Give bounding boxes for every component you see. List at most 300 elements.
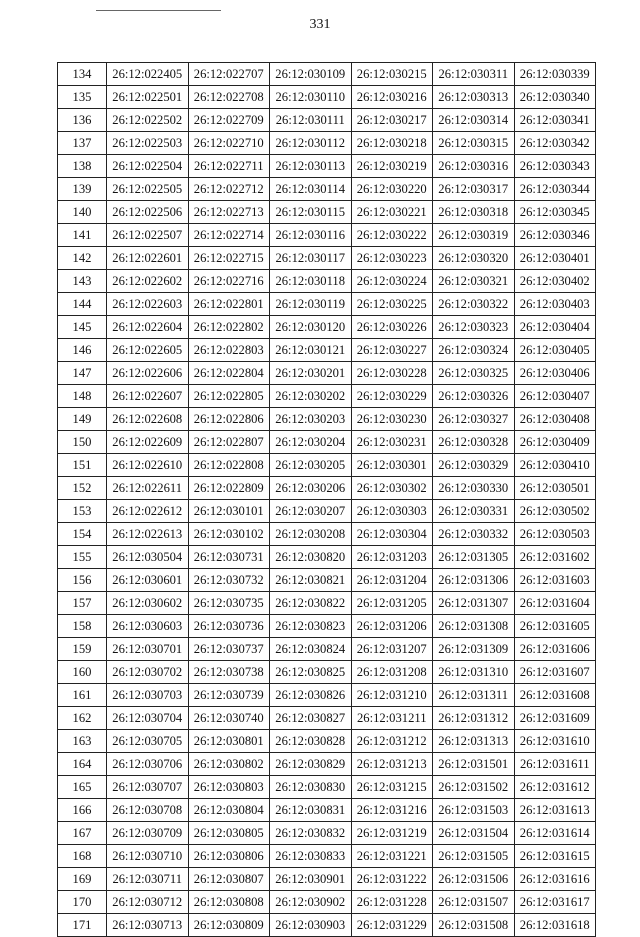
cadastral-code-cell: 26:12:030807 xyxy=(188,868,270,891)
cadastral-code-cell: 26:12:030738 xyxy=(188,661,270,684)
cadastral-code-cell: 26:12:030707 xyxy=(107,776,189,799)
table-row xyxy=(58,707,596,730)
cadastral-code-cell: 26:12:022609 xyxy=(107,431,189,454)
table-row xyxy=(58,891,596,914)
cadastral-code-cell: 26:12:022612 xyxy=(107,500,189,523)
table-row xyxy=(58,914,596,937)
cadastral-code-cell: 26:12:022808 xyxy=(188,454,270,477)
cadastral-code-cell: 26:12:030221 xyxy=(351,201,433,224)
table-row xyxy=(58,293,596,316)
cadastral-code-cell: 26:12:022714 xyxy=(188,224,270,247)
cadastral-code-cell: 26:12:030227 xyxy=(351,339,433,362)
cadastral-code-cell: 26:12:030323 xyxy=(433,316,515,339)
cadastral-code-cell: 26:12:031307 xyxy=(433,592,515,615)
cadastral-code-cell: 26:12:022803 xyxy=(188,339,270,362)
table-row xyxy=(58,730,596,753)
cadastral-code-cell: 26:12:022504 xyxy=(107,155,189,178)
cadastral-code-cell: 26:12:031222 xyxy=(351,868,433,891)
cadastral-code-cell: 26:12:031210 xyxy=(351,684,433,707)
row-number-cell: 140 xyxy=(58,201,107,224)
row-number-cell: 165 xyxy=(58,776,107,799)
cadastral-code-cell: 26:12:030732 xyxy=(188,569,270,592)
cadastral-code-cell: 26:12:022807 xyxy=(188,431,270,454)
cadastral-code-cell: 26:12:030804 xyxy=(188,799,270,822)
cadastral-code-cell: 26:12:031611 xyxy=(514,753,596,776)
cadastral-code-cell: 26:12:030407 xyxy=(514,385,596,408)
cadastral-code-cell: 26:12:030230 xyxy=(351,408,433,431)
cadastral-code-cell: 26:12:030341 xyxy=(514,109,596,132)
cadastral-code-cell: 26:12:030316 xyxy=(433,155,515,178)
cadastral-code-cell: 26:12:031206 xyxy=(351,615,433,638)
cadastral-code-cell: 26:12:031503 xyxy=(433,799,515,822)
cadastral-code-cell: 26:12:030339 xyxy=(514,63,596,86)
table-row xyxy=(58,339,596,362)
cadastral-code-cell: 26:12:030332 xyxy=(433,523,515,546)
cadastral-code-cell: 26:12:030304 xyxy=(351,523,433,546)
cadastral-code-cell: 26:12:030324 xyxy=(433,339,515,362)
cadastral-code-cell: 26:12:031508 xyxy=(433,914,515,937)
cadastral-code-cell: 26:12:030317 xyxy=(433,178,515,201)
cadastral-code-cell: 26:12:030342 xyxy=(514,132,596,155)
cadastral-code-cell: 26:12:030330 xyxy=(433,477,515,500)
row-number-cell: 144 xyxy=(58,293,107,316)
cadastral-code-cell: 26:12:030223 xyxy=(351,247,433,270)
cadastral-code-cell: 26:12:030735 xyxy=(188,592,270,615)
cadastral-code-cell: 26:12:030217 xyxy=(351,109,433,132)
cadastral-code-cell: 26:12:031310 xyxy=(433,661,515,684)
row-number-cell: 164 xyxy=(58,753,107,776)
table-row xyxy=(58,776,596,799)
table-row xyxy=(58,63,596,86)
cadastral-code-cell: 26:12:031203 xyxy=(351,546,433,569)
cadastral-code-cell: 26:12:031610 xyxy=(514,730,596,753)
cadastral-code-cell: 26:12:030820 xyxy=(270,546,352,569)
cadastral-code-cell: 26:12:030902 xyxy=(270,891,352,914)
cadastral-code-cell: 26:12:030401 xyxy=(514,247,596,270)
cadastral-code-cell: 26:12:030404 xyxy=(514,316,596,339)
cadastral-code-cell: 26:12:031612 xyxy=(514,776,596,799)
row-number-cell: 136 xyxy=(58,109,107,132)
cadastral-code-cell: 26:12:031615 xyxy=(514,845,596,868)
table-row xyxy=(58,385,596,408)
table-row xyxy=(58,661,596,684)
cadastral-code-cell: 26:12:030201 xyxy=(270,362,352,385)
cadastral-code-cell: 26:12:030207 xyxy=(270,500,352,523)
cadastral-code-cell: 26:12:022713 xyxy=(188,201,270,224)
cadastral-code-cell: 26:12:030329 xyxy=(433,454,515,477)
cadastral-code-cell: 26:12:030331 xyxy=(433,500,515,523)
cadastral-code-cell: 26:12:030346 xyxy=(514,224,596,247)
cadastral-code-cell: 26:12:030327 xyxy=(433,408,515,431)
page-number: 331 xyxy=(309,17,331,32)
row-number-cell: 155 xyxy=(58,546,107,569)
cadastral-code-cell: 26:12:031501 xyxy=(433,753,515,776)
cadastral-code-cell: 26:12:030830 xyxy=(270,776,352,799)
table-row xyxy=(58,822,596,845)
cadastral-code-cell: 26:12:030204 xyxy=(270,431,352,454)
cadastral-code-cell: 26:12:030303 xyxy=(351,500,433,523)
table-row xyxy=(58,362,596,385)
cadastral-code-cell: 26:12:022605 xyxy=(107,339,189,362)
cadastral-code-cell: 26:12:031212 xyxy=(351,730,433,753)
table-body xyxy=(58,63,596,937)
header-rule xyxy=(96,10,221,11)
cadastral-code-cell: 26:12:031606 xyxy=(514,638,596,661)
cadastral-code-cell: 26:12:031215 xyxy=(351,776,433,799)
cadastral-code-cell: 26:12:031229 xyxy=(351,914,433,937)
row-number-cell: 160 xyxy=(58,661,107,684)
cadastral-code-cell: 26:12:022708 xyxy=(188,86,270,109)
cadastral-code-cell: 26:12:030117 xyxy=(270,247,352,270)
cadastral-code-cell: 26:12:022405 xyxy=(107,63,189,86)
cadastral-code-cell: 26:12:030736 xyxy=(188,615,270,638)
cadastral-code-cell: 26:12:031605 xyxy=(514,615,596,638)
row-number-cell: 170 xyxy=(58,891,107,914)
cadastral-code-cell: 26:12:030205 xyxy=(270,454,352,477)
cadastral-code-cell: 26:12:031613 xyxy=(514,799,596,822)
cadastral-code-cell: 26:12:031306 xyxy=(433,569,515,592)
cadastral-code-cell: 26:12:030833 xyxy=(270,845,352,868)
table-row xyxy=(58,132,596,155)
cadastral-code-cell: 26:12:030737 xyxy=(188,638,270,661)
cadastral-code-cell: 26:12:022709 xyxy=(188,109,270,132)
row-number-cell: 154 xyxy=(58,523,107,546)
row-number-cell: 159 xyxy=(58,638,107,661)
cadastral-code-cell: 26:12:030827 xyxy=(270,707,352,730)
row-number-cell: 141 xyxy=(58,224,107,247)
cadastral-code-cell: 26:12:030740 xyxy=(188,707,270,730)
cadastral-code-cell: 26:12:031504 xyxy=(433,822,515,845)
cadastral-code-cell: 26:12:030120 xyxy=(270,316,352,339)
cadastral-table xyxy=(57,62,596,937)
cadastral-code-cell: 26:12:022606 xyxy=(107,362,189,385)
cadastral-code-cell: 26:12:030823 xyxy=(270,615,352,638)
cadastral-code-cell: 26:12:030229 xyxy=(351,385,433,408)
cadastral-code-cell: 26:12:030705 xyxy=(107,730,189,753)
row-number-cell: 156 xyxy=(58,569,107,592)
cadastral-code-cell: 26:12:030101 xyxy=(188,500,270,523)
cadastral-code-cell: 26:12:030831 xyxy=(270,799,352,822)
row-number-cell: 162 xyxy=(58,707,107,730)
cadastral-code-cell: 26:12:030828 xyxy=(270,730,352,753)
cadastral-code-cell: 26:12:030112 xyxy=(270,132,352,155)
cadastral-code-cell: 26:12:030318 xyxy=(433,201,515,224)
table-row xyxy=(58,155,596,178)
table-row xyxy=(58,569,596,592)
cadastral-code-cell: 26:12:022506 xyxy=(107,201,189,224)
cadastral-code-cell: 26:12:030208 xyxy=(270,523,352,546)
cadastral-code-cell: 26:12:030501 xyxy=(514,477,596,500)
cadastral-code-cell: 26:12:022603 xyxy=(107,293,189,316)
cadastral-code-cell: 26:12:022711 xyxy=(188,155,270,178)
cadastral-code-cell: 26:12:031502 xyxy=(433,776,515,799)
cadastral-code-cell: 26:12:030319 xyxy=(433,224,515,247)
cadastral-code-cell: 26:12:030328 xyxy=(433,431,515,454)
cadastral-code-cell: 26:12:030325 xyxy=(433,362,515,385)
cadastral-code-cell: 26:12:030403 xyxy=(514,293,596,316)
row-number-cell: 142 xyxy=(58,247,107,270)
table-row xyxy=(58,86,596,109)
table-row xyxy=(58,454,596,477)
cadastral-code-cell: 26:12:030603 xyxy=(107,615,189,638)
cadastral-code-cell: 26:12:030119 xyxy=(270,293,352,316)
cadastral-code-cell: 26:12:022716 xyxy=(188,270,270,293)
table-row xyxy=(58,224,596,247)
cadastral-code-cell: 26:12:031211 xyxy=(351,707,433,730)
table-row xyxy=(58,500,596,523)
cadastral-code-cell: 26:12:030116 xyxy=(270,224,352,247)
cadastral-code-cell: 26:12:031311 xyxy=(433,684,515,707)
cadastral-code-cell: 26:12:022806 xyxy=(188,408,270,431)
row-number-cell: 143 xyxy=(58,270,107,293)
cadastral-code-cell: 26:12:030408 xyxy=(514,408,596,431)
cadastral-code-cell: 26:12:030832 xyxy=(270,822,352,845)
row-number-cell: 171 xyxy=(58,914,107,937)
cadastral-code-cell: 26:12:030326 xyxy=(433,385,515,408)
row-number-cell: 139 xyxy=(58,178,107,201)
row-number-cell: 152 xyxy=(58,477,107,500)
cadastral-code-cell: 26:12:030739 xyxy=(188,684,270,707)
cadastral-code-cell: 26:12:030314 xyxy=(433,109,515,132)
cadastral-code-cell: 26:12:030113 xyxy=(270,155,352,178)
cadastral-code-cell: 26:12:031213 xyxy=(351,753,433,776)
cadastral-code-cell: 26:12:030102 xyxy=(188,523,270,546)
cadastral-code-cell: 26:12:030801 xyxy=(188,730,270,753)
cadastral-code-cell: 26:12:031207 xyxy=(351,638,433,661)
row-number-cell: 147 xyxy=(58,362,107,385)
cadastral-code-cell: 26:12:031506 xyxy=(433,868,515,891)
cadastral-code-cell: 26:12:030602 xyxy=(107,592,189,615)
table-row xyxy=(58,178,596,201)
cadastral-code-cell: 26:12:030118 xyxy=(270,270,352,293)
cadastral-code-cell: 26:12:031219 xyxy=(351,822,433,845)
cadastral-code-cell: 26:12:030322 xyxy=(433,293,515,316)
cadastral-code-cell: 26:12:030343 xyxy=(514,155,596,178)
cadastral-code-cell: 26:12:031618 xyxy=(514,914,596,937)
cadastral-code-cell: 26:12:022712 xyxy=(188,178,270,201)
row-number-cell: 168 xyxy=(58,845,107,868)
cadastral-code-cell: 26:12:030231 xyxy=(351,431,433,454)
cadastral-code-cell: 26:12:030313 xyxy=(433,86,515,109)
table-row xyxy=(58,615,596,638)
cadastral-code-cell: 26:12:030701 xyxy=(107,638,189,661)
cadastral-code-cell: 26:12:030344 xyxy=(514,178,596,201)
cadastral-code-cell: 26:12:030702 xyxy=(107,661,189,684)
cadastral-code-cell: 26:12:030711 xyxy=(107,868,189,891)
cadastral-code-cell: 26:12:031312 xyxy=(433,707,515,730)
cadastral-code-cell: 26:12:030226 xyxy=(351,316,433,339)
row-number-cell: 145 xyxy=(58,316,107,339)
cadastral-code-cell: 26:12:030215 xyxy=(351,63,433,86)
cadastral-code-cell: 26:12:030228 xyxy=(351,362,433,385)
table-row xyxy=(58,247,596,270)
cadastral-code-cell: 26:12:030710 xyxy=(107,845,189,868)
table-row xyxy=(58,109,596,132)
cadastral-code-cell: 26:12:031228 xyxy=(351,891,433,914)
row-number-cell: 153 xyxy=(58,500,107,523)
cadastral-code-cell: 26:12:030821 xyxy=(270,569,352,592)
cadastral-code-cell: 26:12:030222 xyxy=(351,224,433,247)
cadastral-code-cell: 26:12:030706 xyxy=(107,753,189,776)
row-number-cell: 167 xyxy=(58,822,107,845)
cadastral-code-cell: 26:12:022610 xyxy=(107,454,189,477)
cadastral-code-cell: 26:12:022608 xyxy=(107,408,189,431)
row-number-cell: 151 xyxy=(58,454,107,477)
cadastral-code-cell: 26:12:030402 xyxy=(514,270,596,293)
cadastral-code-cell: 26:12:030901 xyxy=(270,868,352,891)
table-row xyxy=(58,845,596,868)
table-row xyxy=(58,316,596,339)
cadastral-code-cell: 26:12:030218 xyxy=(351,132,433,155)
table-row xyxy=(58,546,596,569)
cadastral-code-cell: 26:12:030406 xyxy=(514,362,596,385)
cadastral-code-cell: 26:12:022507 xyxy=(107,224,189,247)
cadastral-code-cell: 26:12:022501 xyxy=(107,86,189,109)
cadastral-code-cell: 26:12:022604 xyxy=(107,316,189,339)
cadastral-code-cell: 26:12:030320 xyxy=(433,247,515,270)
cadastral-code-cell: 26:12:031216 xyxy=(351,799,433,822)
table-row xyxy=(58,753,596,776)
table-row xyxy=(58,799,596,822)
cadastral-code-cell: 26:12:030601 xyxy=(107,569,189,592)
cadastral-code-cell: 26:12:030803 xyxy=(188,776,270,799)
cadastral-code-cell: 26:12:030709 xyxy=(107,822,189,845)
cadastral-code-cell: 26:12:022805 xyxy=(188,385,270,408)
cadastral-code-cell: 26:12:030808 xyxy=(188,891,270,914)
cadastral-code-cell: 26:12:022601 xyxy=(107,247,189,270)
cadastral-code-cell: 26:12:022801 xyxy=(188,293,270,316)
cadastral-code-cell: 26:12:022710 xyxy=(188,132,270,155)
cadastral-code-cell: 26:12:030829 xyxy=(270,753,352,776)
cadastral-code-cell: 26:12:030826 xyxy=(270,684,352,707)
cadastral-code-cell: 26:12:031313 xyxy=(433,730,515,753)
cadastral-code-cell: 26:12:022602 xyxy=(107,270,189,293)
cadastral-code-cell: 26:12:030206 xyxy=(270,477,352,500)
cadastral-code-cell: 26:12:031608 xyxy=(514,684,596,707)
table-row xyxy=(58,684,596,707)
cadastral-code-cell: 26:12:030301 xyxy=(351,454,433,477)
cadastral-code-cell: 26:12:030504 xyxy=(107,546,189,569)
cadastral-code-cell: 26:12:030713 xyxy=(107,914,189,937)
cadastral-code-cell: 26:12:030806 xyxy=(188,845,270,868)
row-number-cell: 166 xyxy=(58,799,107,822)
cadastral-code-cell: 26:12:030340 xyxy=(514,86,596,109)
cadastral-code-cell: 26:12:030115 xyxy=(270,201,352,224)
cadastral-code-cell: 26:12:030110 xyxy=(270,86,352,109)
table-row xyxy=(58,270,596,293)
cadastral-code-cell: 26:12:031205 xyxy=(351,592,433,615)
cadastral-code-cell: 26:12:031604 xyxy=(514,592,596,615)
row-number-cell: 138 xyxy=(58,155,107,178)
cadastral-code-cell: 26:12:030315 xyxy=(433,132,515,155)
cadastral-code-cell: 26:12:022611 xyxy=(107,477,189,500)
cadastral-code-cell: 26:12:030903 xyxy=(270,914,352,937)
cadastral-code-cell: 26:12:030731 xyxy=(188,546,270,569)
cadastral-code-cell: 26:12:031603 xyxy=(514,569,596,592)
row-number-cell: 137 xyxy=(58,132,107,155)
cadastral-code-cell: 26:12:030409 xyxy=(514,431,596,454)
row-number-cell: 146 xyxy=(58,339,107,362)
cadastral-code-cell: 26:12:030114 xyxy=(270,178,352,201)
cadastral-code-cell: 26:12:031204 xyxy=(351,569,433,592)
cadastral-code-cell: 26:12:031614 xyxy=(514,822,596,845)
cadastral-code-cell: 26:12:030225 xyxy=(351,293,433,316)
cadastral-code-cell: 26:12:031616 xyxy=(514,868,596,891)
cadastral-code-cell: 26:12:022802 xyxy=(188,316,270,339)
cadastral-code-cell: 26:12:031617 xyxy=(514,891,596,914)
cadastral-code-cell: 26:12:031507 xyxy=(433,891,515,914)
row-number-cell: 161 xyxy=(58,684,107,707)
cadastral-code-cell: 26:12:031305 xyxy=(433,546,515,569)
cadastral-code-cell: 26:12:030805 xyxy=(188,822,270,845)
cadastral-code-cell: 26:12:031607 xyxy=(514,661,596,684)
cadastral-code-cell: 26:12:030825 xyxy=(270,661,352,684)
cadastral-code-cell: 26:12:030302 xyxy=(351,477,433,500)
cadastral-code-cell: 26:12:030802 xyxy=(188,753,270,776)
table-row xyxy=(58,592,596,615)
cadastral-code-cell: 26:12:030202 xyxy=(270,385,352,408)
row-number-cell: 149 xyxy=(58,408,107,431)
cadastral-code-cell: 26:12:031208 xyxy=(351,661,433,684)
row-number-cell: 148 xyxy=(58,385,107,408)
row-number-cell: 163 xyxy=(58,730,107,753)
cadastral-code-cell: 26:12:031505 xyxy=(433,845,515,868)
row-number-cell: 134 xyxy=(58,63,107,86)
cadastral-code-cell: 26:12:022804 xyxy=(188,362,270,385)
cadastral-code-cell: 26:12:030109 xyxy=(270,63,352,86)
cadastral-code-cell: 26:12:031221 xyxy=(351,845,433,868)
cadastral-code-cell: 26:12:030203 xyxy=(270,408,352,431)
cadastral-code-cell: 26:12:030410 xyxy=(514,454,596,477)
cadastral-code-cell: 26:12:030704 xyxy=(107,707,189,730)
cadastral-code-cell: 26:12:030111 xyxy=(270,109,352,132)
table-row xyxy=(58,201,596,224)
cadastral-code-cell: 26:12:022707 xyxy=(188,63,270,86)
row-number-cell: 150 xyxy=(58,431,107,454)
table-row xyxy=(58,408,596,431)
cadastral-code-cell: 26:12:031308 xyxy=(433,615,515,638)
cadastral-code-cell: 26:12:030712 xyxy=(107,891,189,914)
cadastral-code-cell: 26:12:030405 xyxy=(514,339,596,362)
table-row xyxy=(58,638,596,661)
cadastral-code-cell: 26:12:022502 xyxy=(107,109,189,132)
table-row xyxy=(58,523,596,546)
row-number-cell: 158 xyxy=(58,615,107,638)
cadastral-code-cell: 26:12:030703 xyxy=(107,684,189,707)
cadastral-code-cell: 26:12:031602 xyxy=(514,546,596,569)
cadastral-code-cell: 26:12:030824 xyxy=(270,638,352,661)
cadastral-code-cell: 26:12:022613 xyxy=(107,523,189,546)
row-number-cell: 157 xyxy=(58,592,107,615)
row-number-cell: 135 xyxy=(58,86,107,109)
cadastral-code-cell: 26:12:030220 xyxy=(351,178,433,201)
cadastral-code-cell: 26:12:022505 xyxy=(107,178,189,201)
cadastral-code-cell: 26:12:030121 xyxy=(270,339,352,362)
cadastral-code-cell: 26:12:030219 xyxy=(351,155,433,178)
cadastral-code-cell: 26:12:030311 xyxy=(433,63,515,86)
cadastral-code-cell: 26:12:030502 xyxy=(514,500,596,523)
cadastral-code-cell: 26:12:030822 xyxy=(270,592,352,615)
cadastral-code-cell: 26:12:030216 xyxy=(351,86,433,109)
cadastral-code-cell: 26:12:022809 xyxy=(188,477,270,500)
table-row xyxy=(58,477,596,500)
cadastral-code-cell: 26:12:030503 xyxy=(514,523,596,546)
cadastral-code-cell: 26:12:022607 xyxy=(107,385,189,408)
cadastral-code-cell: 26:12:031609 xyxy=(514,707,596,730)
cadastral-code-cell: 26:12:030321 xyxy=(433,270,515,293)
cadastral-code-cell: 26:12:030224 xyxy=(351,270,433,293)
cadastral-code-cell: 26:12:030809 xyxy=(188,914,270,937)
